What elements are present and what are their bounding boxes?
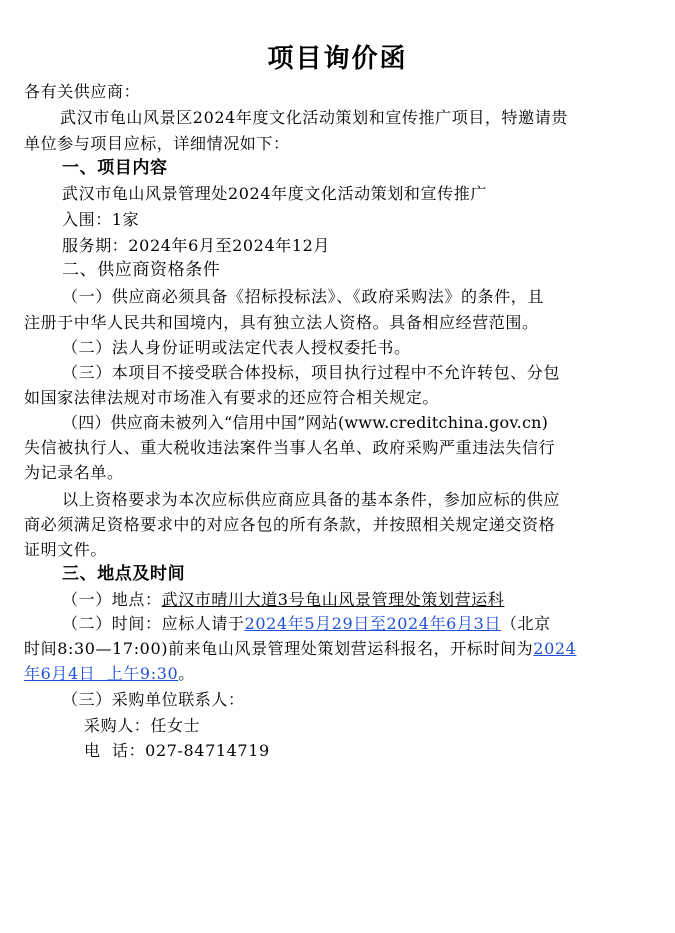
location-label: （一）地点： xyxy=(62,590,162,609)
purchaser: 采购人：任女士 xyxy=(84,716,201,735)
section3-heading: 三、地点及时间 xyxy=(62,564,186,584)
project-content: 武汉市龟山风景管理处2024年度文化活动策划和宣传推广 xyxy=(62,184,487,203)
section2-heading: 二、供应商资格条件 xyxy=(62,260,221,280)
qualification-2: （二）法人身份证明或法定代表人授权委托书。 xyxy=(62,338,411,357)
time-line-1 xyxy=(24,614,654,634)
qualification-1-line-1: （一）供应商必须具备《招标投标法》、《政府采购法》的条件，且 xyxy=(62,287,545,306)
location-value: 武汉市晴川大道3号龟山风景管理处策划营运科 xyxy=(161,590,505,609)
qualification-3-line-1: （三）本项目不接受联合体投标，项目执行过程中不允许转包、分包 xyxy=(62,363,561,382)
intro-line-2: 单位参与项目应标，详细情况如下： xyxy=(24,134,290,153)
time-line-3-end: 。 xyxy=(178,664,195,683)
section1-heading: 一、项目内容 xyxy=(62,158,168,178)
qualification-1-line-2: 注册于中华人民共和国境内，具有独立法人资格。具备相应经营范围。 xyxy=(24,313,539,332)
shortlist-count: 入围：1家 xyxy=(62,210,140,229)
contact-heading: （三）采购单位联系人： xyxy=(62,690,245,709)
registration-date-range: 2024年5月29日至2024年6月3日 xyxy=(244,614,501,633)
service-period: 服务期：2024年6月至2024年12月 xyxy=(62,236,330,255)
contact-phone: 电 话：027-84714719 xyxy=(84,741,270,760)
time-line-2-text: 时间8:30—17:00)前来龟山风景管理处策划营运科报名，开标时间为 xyxy=(24,639,534,658)
qualification-4-line-1: （四）供应商未被列入“信用中国”网站(www.creditchina.gov.cn) xyxy=(62,413,549,432)
time-line-2 xyxy=(24,639,654,659)
document-title: 项目询价函 xyxy=(267,44,408,74)
bid-opening-year: 2024 xyxy=(533,639,577,658)
qualification-3-line-2: 如国家法律法规对市场准入有要求的还应符合相关规定。 xyxy=(24,388,440,407)
summary-line-1: 以上资格要求为本次应标供应商应具备的基本条件，参加应标的供应 xyxy=(62,490,561,509)
bid-opening-datetime: 年6月4日 上午9:30 xyxy=(24,664,179,683)
intro-line-1: 武汉市龟山风景区2024年度文化活动策划和宣传推广项目，特邀请贵 xyxy=(60,108,568,127)
time-label: （二）时间：应标人请于 xyxy=(62,614,245,633)
summary-line-2: 商必须满足资格要求中的对应各包的所有条款，并按照相关规定递交资格 xyxy=(24,515,556,534)
qualification-4-line-3: 为记录名单。 xyxy=(24,463,124,482)
time-line-3 xyxy=(24,664,654,684)
qualification-4-line-2: 失信被执行人、重大税收违法案件当事人名单、政府采购严重违法失信行 xyxy=(24,438,556,457)
location-line xyxy=(24,590,675,610)
greeting: 各有关供应商： xyxy=(24,82,141,101)
summary-line-3: 证明文件。 xyxy=(24,540,108,559)
time-note-start: （北京 xyxy=(500,614,551,633)
